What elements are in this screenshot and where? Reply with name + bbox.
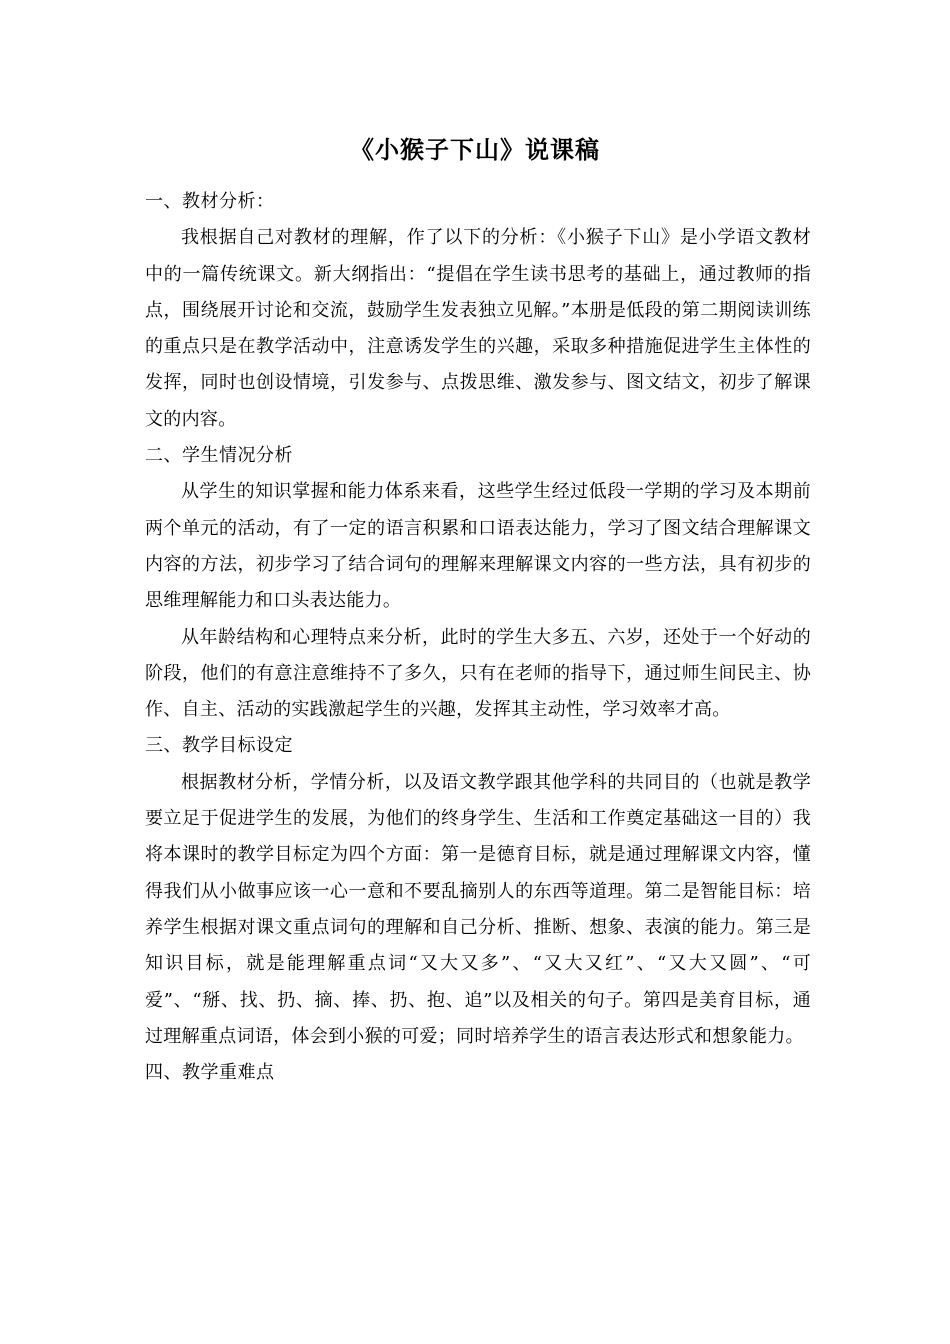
document-title: 《小猴子下山》说课稿 [350,136,600,164]
paragraph-teaching-goals: 根据教材分析，学情分析，以及语文教学跟其他学科的共同目的（也就是教学要立足于促进学生的发展，为他们的终身学生、生活和工作奠定基础这一目的）我将本课时的教学目标定为四个方面：第一是德育目标，就是通过理解课文内容，懂得我们从小做事应该一心一意和不要乱摘别人的东西等道理。第二是智能目标：培养学生根据对课文重点词句的理解和自己分析、推断、想象、表演的能力。第三是知识目标，就是能理解重点词“又大又多”、“又大又红”、“又大又圆”、“可爱”、“掰、找、扔、摘、捧、扔、抱、追”以及相关的句子。第四是美育目标，通过理解重点词语，体会到小猴的可爱；同时培养学生的语言表达形式和想象能力。 [145,771,811,1047]
section-heading-textbook-analysis: 一、教材分析： [145,191,275,212]
paragraph-student-knowledge: 从学生的知识掌握和能力体系来看，这些学生经过低段一学期的学习及本期前两个单元的活动，有了一定的语言积累和口语表达能力，学习了图文结合理解课文内容的方法，初步学习了结合词句的理解来理解课文内容的一些方法，具有初步的思维理解能力和口头表达能力。 [145,481,811,612]
section-heading-key-difficulties: 四、教学重难点 [145,1062,275,1084]
section-heading-teaching-goals: 三、教学目标设定 [145,735,293,757]
section-heading-student-analysis: 二、学生情况分析 [145,445,293,467]
paragraph-textbook-analysis: 我根据自己对教材的理解，作了以下的分析：《小猴子下山》是小学语文教材中的一篇传统课文。新大纲指出：“提倡在学生读书思考的基础上，通过教师的指点，围绕展开讨论和交流，鼓励学生发表独立见解。”本册是低段的第二期阅读训练的重点只是在教学活动中，注意诱发学生的兴趣，采取多种措施促进学生主体性的发挥，同时也创设情境，引发参与、点拨思维、激发参与、图文结文，初步了解课文的内容。 [145,227,811,430]
paragraph-student-age: 从年龄结构和心理特点来分析，此时的学生大多五、六岁，还处于一个好动的阶段，他们的有意注意维持不了多久，只有在老师的指导下，通过师生间民主、协作、自主、活动的实践激起学生的兴趣，发挥其主动性，学习效率才高。 [145,626,811,721]
document-body [145,184,811,1091]
